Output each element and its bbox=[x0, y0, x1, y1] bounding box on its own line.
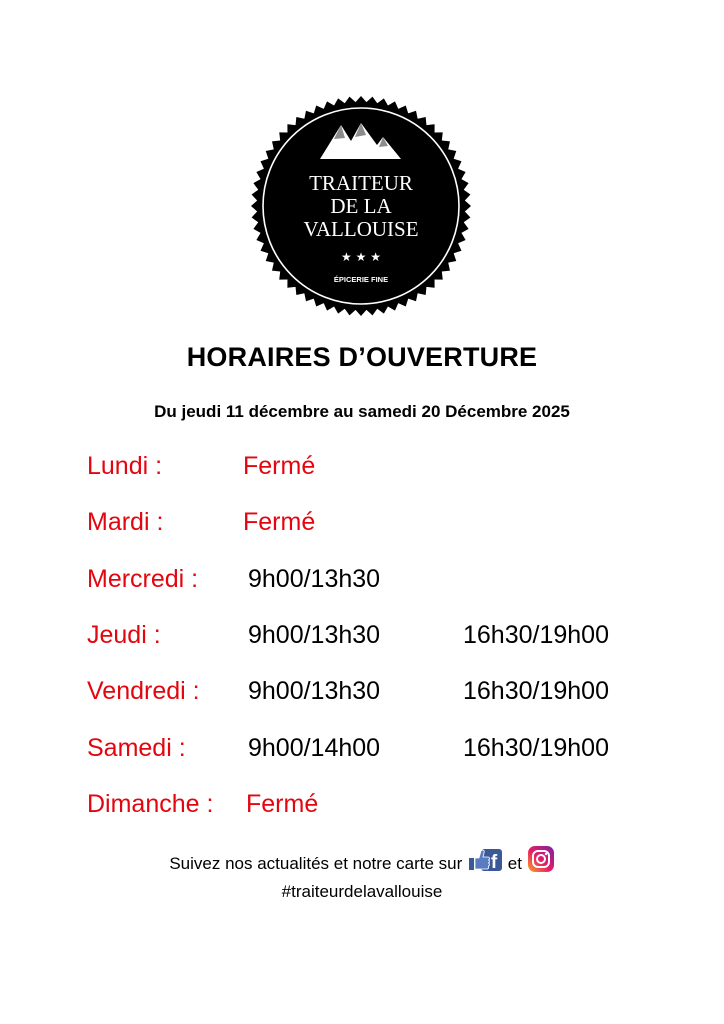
logo-line1: TRAITEUR bbox=[309, 171, 413, 195]
day-label: Mardi : bbox=[87, 508, 164, 536]
afternoon-hours: 16h30/19h00 bbox=[463, 677, 609, 705]
schedule-row bbox=[0, 731, 724, 765]
schedule-row bbox=[0, 787, 724, 821]
logo-line2: DE LA bbox=[330, 194, 392, 218]
day-label: Dimanche : bbox=[87, 790, 214, 818]
day-label: Vendredi : bbox=[87, 677, 200, 705]
day-label: Lundi : bbox=[87, 452, 163, 480]
afternoon-hours: 16h30/19h00 bbox=[463, 621, 609, 649]
logo-svg bbox=[250, 95, 472, 317]
morning-hours: Fermé bbox=[243, 508, 316, 536]
social-line bbox=[0, 845, 724, 878]
day-label: Samedi : bbox=[87, 734, 186, 762]
morning-hours: 9h00/13h30 bbox=[248, 621, 381, 649]
schedule-row bbox=[0, 674, 724, 708]
schedule-row bbox=[0, 618, 724, 652]
morning-hours: Fermé bbox=[246, 790, 319, 818]
svg-text:f: f bbox=[490, 852, 498, 873]
social-text: Suivez nos actualités et notre carte sur bbox=[169, 854, 463, 873]
date-range: Du jeudi 11 décembre au samedi 20 Décembre 2025 bbox=[154, 402, 570, 421]
social-text-and: et bbox=[507, 854, 522, 873]
afternoon-hours: 16h30/19h00 bbox=[463, 734, 609, 762]
instagram-icon[interactable] bbox=[527, 845, 555, 878]
facebook-like-icon[interactable] bbox=[467, 847, 503, 878]
day-label: Jeudi : bbox=[87, 621, 161, 649]
morning-hours: 9h00/13h30 bbox=[248, 677, 381, 705]
day-label: Mercredi : bbox=[87, 565, 199, 593]
schedule-row bbox=[0, 562, 724, 596]
logo-line3: VALLOUISE bbox=[303, 217, 419, 241]
schedule-row bbox=[0, 505, 724, 539]
morning-hours: 9h00/13h30 bbox=[248, 565, 381, 593]
logo-stars: ★ ★ ★ bbox=[341, 250, 381, 264]
logo-tagline: ÉPICERIE FINE bbox=[333, 275, 389, 284]
logo-badge bbox=[250, 95, 472, 317]
hashtag: #traiteurdelavallouise bbox=[281, 882, 443, 901]
schedule-row bbox=[0, 449, 724, 483]
morning-hours: 9h00/14h00 bbox=[248, 734, 381, 762]
page-title: HORAIRES D’OUVERTURE bbox=[186, 342, 538, 372]
morning-hours: Fermé bbox=[243, 452, 316, 480]
